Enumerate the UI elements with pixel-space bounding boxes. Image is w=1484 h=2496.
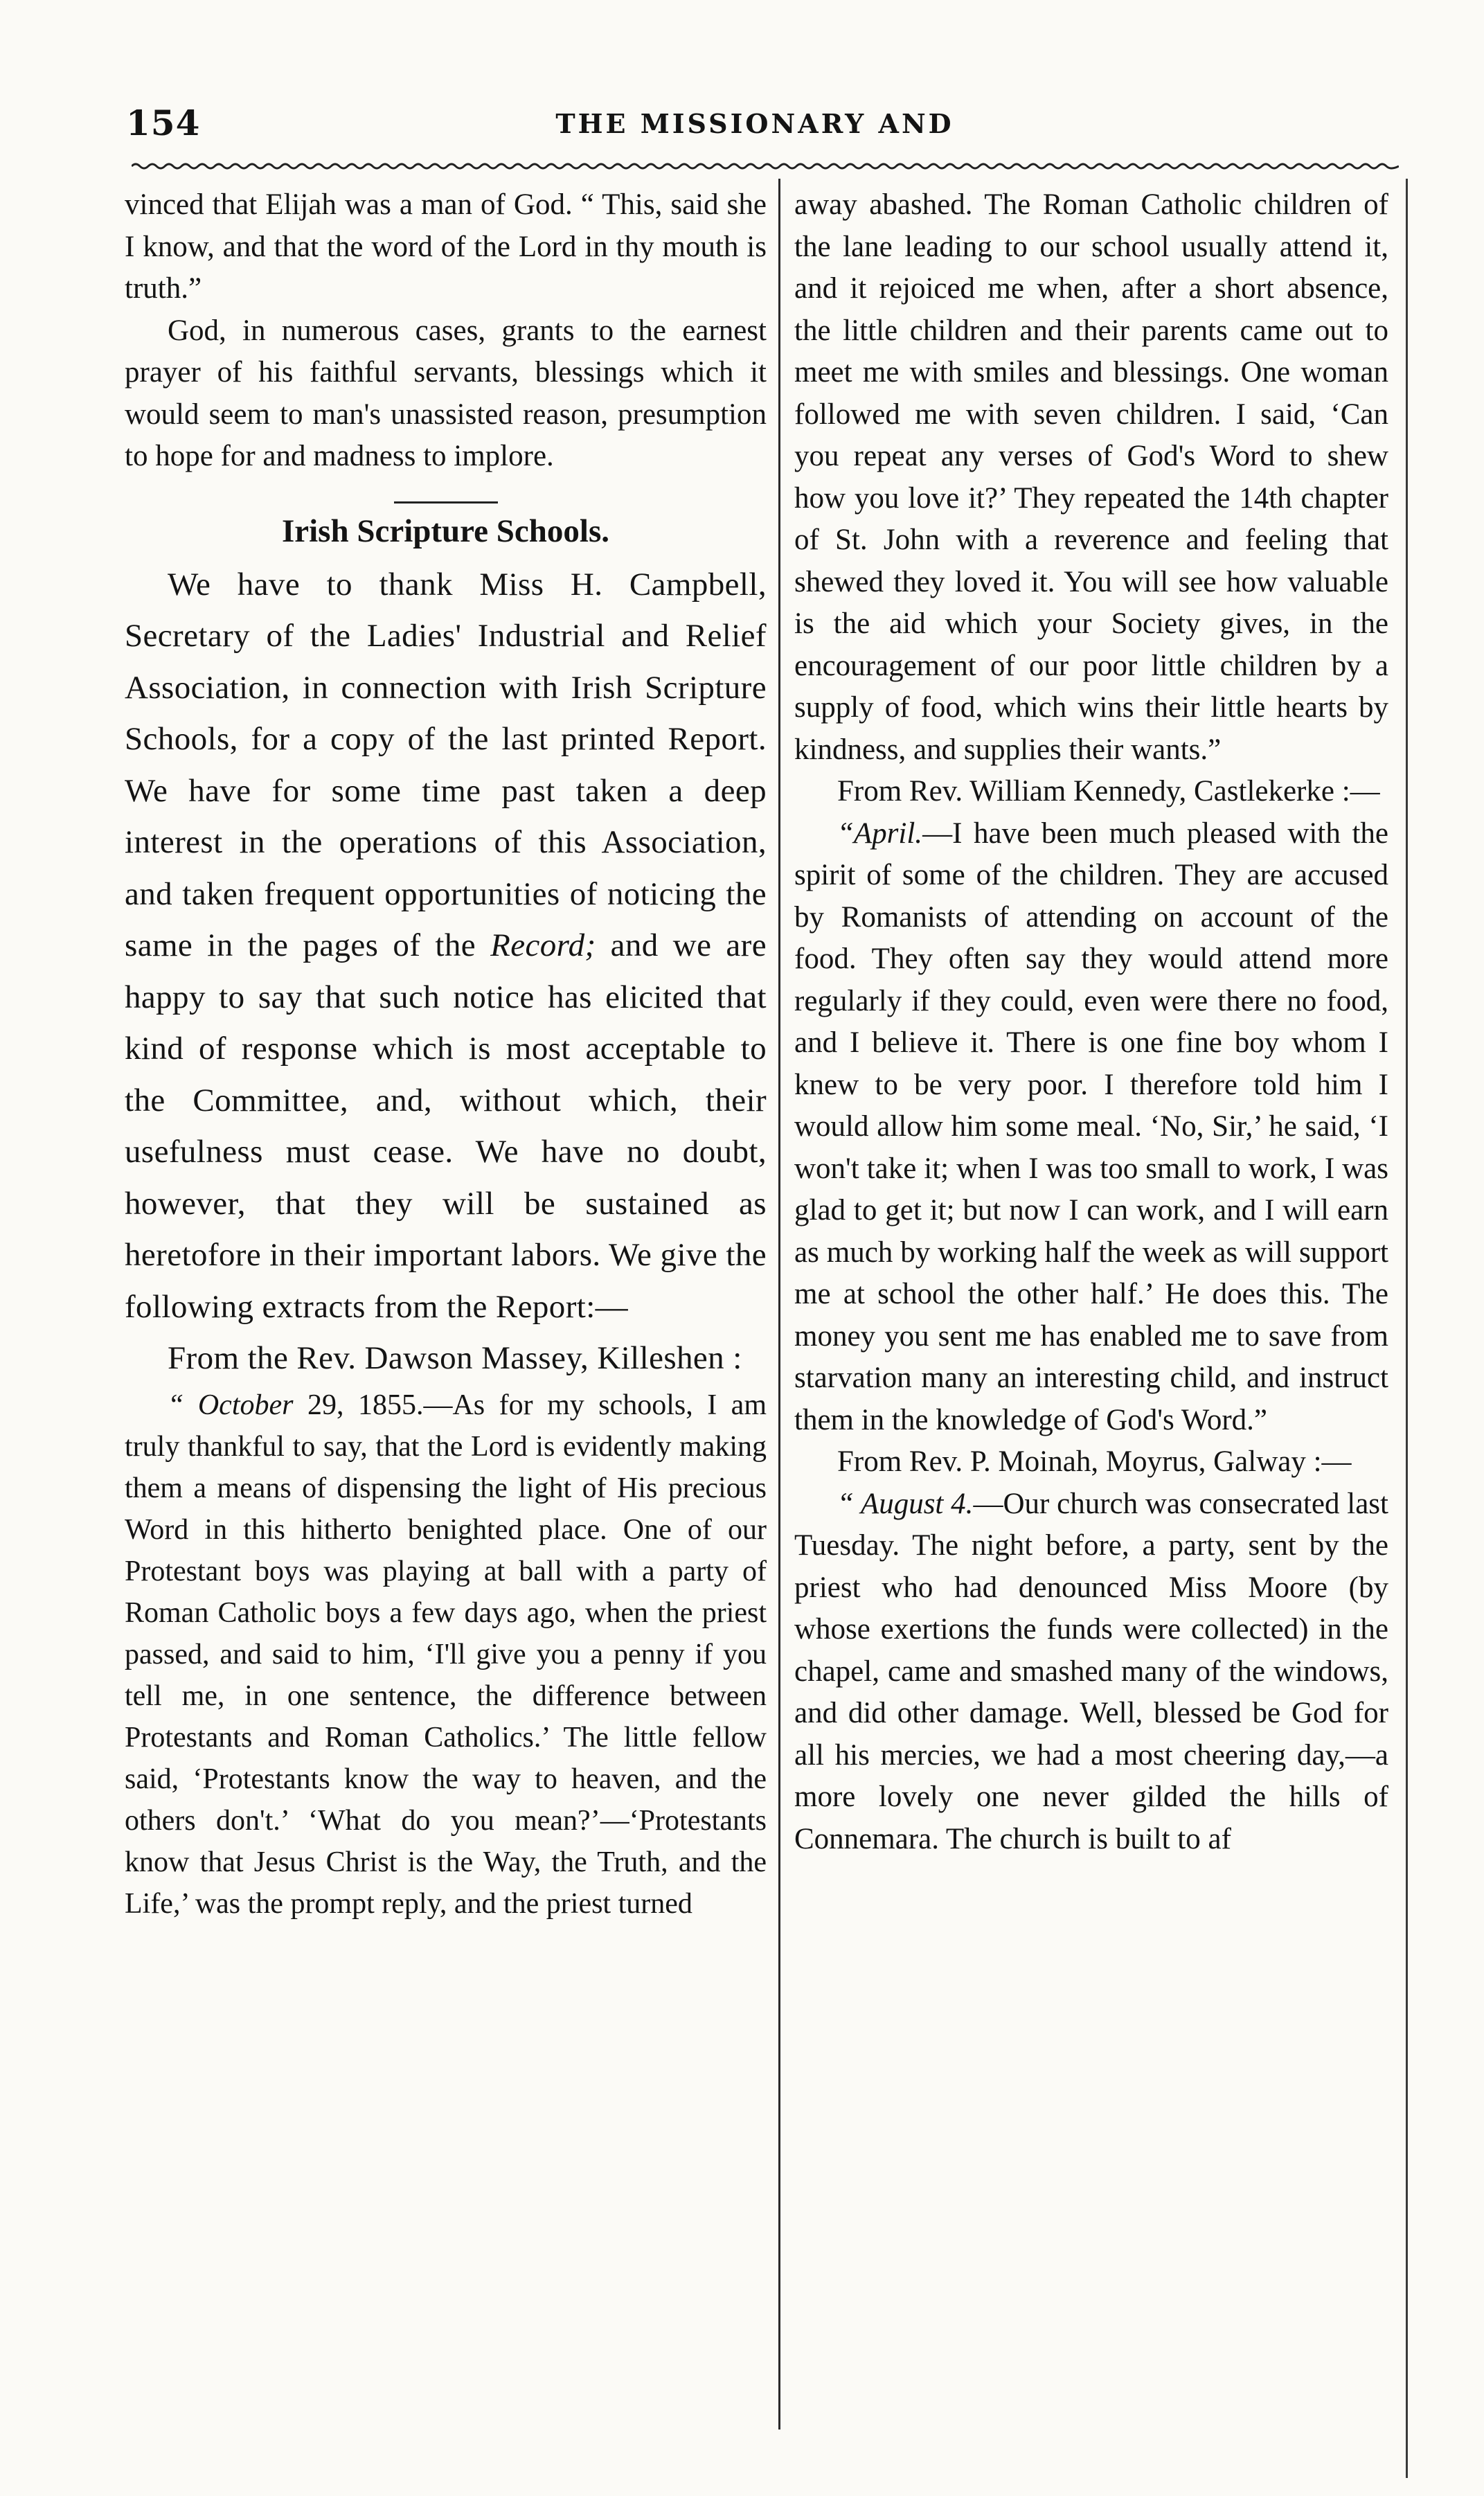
paragraph: away abashed. The Roman Catholic children of the lane leading to our school usually attend it, and it rejoiced me when, after a short absence, the little children and their parents came out to meet me with smiles and blessings. One woman followed me with seven children. I said, ‘Can you repeat any verses of God's Word to shew how you love it?’ They repeated the 14th chapter of St. John with a reverence and feeling that shewed they loved it. You will see how valuable is the aid which your Society gives, in the encouragement of our poor little children by a supply of food, which wins their little hearts by kindness, and supplies their wants.”	[794, 188, 1388, 766]
paragraph	[125, 1384, 767, 1925]
italic-text: “April.	[837, 817, 923, 850]
page-edge-rule	[1406, 179, 1408, 2478]
running-title: THE MISSIONARY AND	[555, 108, 954, 139]
italic-text: Record;	[490, 927, 596, 963]
paragraph	[125, 559, 767, 1333]
page-header	[111, 102, 1399, 151]
paragraph-text: We have to thank Miss H. Campbell, Secretary of the Ladies' Industrial and Relief Association, in connection with Irish Scripture Schools, for a copy of the last printed Report. We have for some time past taken a deep interest in the operations of this Association, and taken frequent opportunities of noticing the same in the pages of the	[125, 566, 767, 963]
section-divider	[394, 501, 498, 503]
paragraph	[794, 1483, 1388, 1861]
paragraph: vinced that Elijah was a man of God. “ This, said she I know, and that the word of the Lord in thy mouth is truth.”	[125, 188, 767, 305]
paragraph: God, in numerous cases, grants to the earnest prayer of his faithful servants, blessings which it would seem to man's unassisted reason, presumption to hope for and madness to implore.	[125, 314, 767, 472]
paragraph: From Rev. P. Moinah, Moyrus, Galway :—	[837, 1445, 1352, 1478]
right-column	[794, 184, 1388, 2470]
paragraph: From Rev. William Kennedy, Castlekerke :—	[837, 775, 1380, 808]
wavy-rule	[132, 161, 1399, 172]
paragraph-text: and we are happy to say that such notice has elicited that kind of response which is most acceptable to the Committee, and, without which, their usefulness must cease. We have no doubt, however, that they will be sustained as heretofore in their important labors. We give the following extracts from the Report:—	[125, 927, 767, 1325]
italic-text: “ October	[168, 1389, 294, 1421]
left-column	[125, 184, 767, 2470]
paragraph-text: 29, 1855.—As for my schools, I am truly thankful to say, that the Lord is evidently making them a means of dispensing the light of His precious Word in this hitherto benighted place. One of our Protestant boys was playing at ball with a party of Roman Catholic boys a few days ago, when the priest passed, and said to him, ‘I'll give you a penny if you tell me, in one sentence, the difference between Protestants and Roman Catholics.’ The little fellow said, ‘Protestants know the way to heaven, and the others don't.’ ‘What do you mean?’—‘Protestants know that Jesus Christ is the Way, the Truth, and the Life,’ was the prompt reply, and the priest turned	[125, 1389, 767, 1920]
paragraph-text: —I have been much pleased with the spirit of some of the children. They are accused by Romanists of attending on account of the food. They often say they would attend more regularly if they could, even were there no food, and I believe it. There is one fine boy whom I knew to be very poor. I therefore told him I would allow him some meal. ‘No, Sir,’ he said, ‘I won't take it; when I was too small to work, I was glad to get it; but now I can work, and I will earn as much by working half the week as will support me at school the other half.’ He does this. The money you sent me has enabled me to save from starvation many an interesting child, and instruct them in the knowledge of God's Word.”	[794, 817, 1388, 1436]
column-divider	[778, 179, 780, 2430]
italic-text: “ August 4.	[837, 1487, 974, 1520]
paragraph	[794, 813, 1388, 1442]
paragraph-text: —Our church was consecrated last Tuesday. The night before, a party, sent by the priest who had denounced Miss Moore (by whose exertions the funds were collected) in the chapel, came and smashed many of the windows, and did other damage. Well, blessed be God for all his mercies, we had a most cheering day,—a more lovely one never gilded the hills of Connemara. The church is built to af	[794, 1487, 1388, 1855]
page-number: 154	[126, 102, 201, 143]
section-heading: Irish Scripture Schools.	[281, 512, 610, 549]
paragraph: From the Rev. Dawson Massey, Killeshen :	[168, 1340, 742, 1376]
